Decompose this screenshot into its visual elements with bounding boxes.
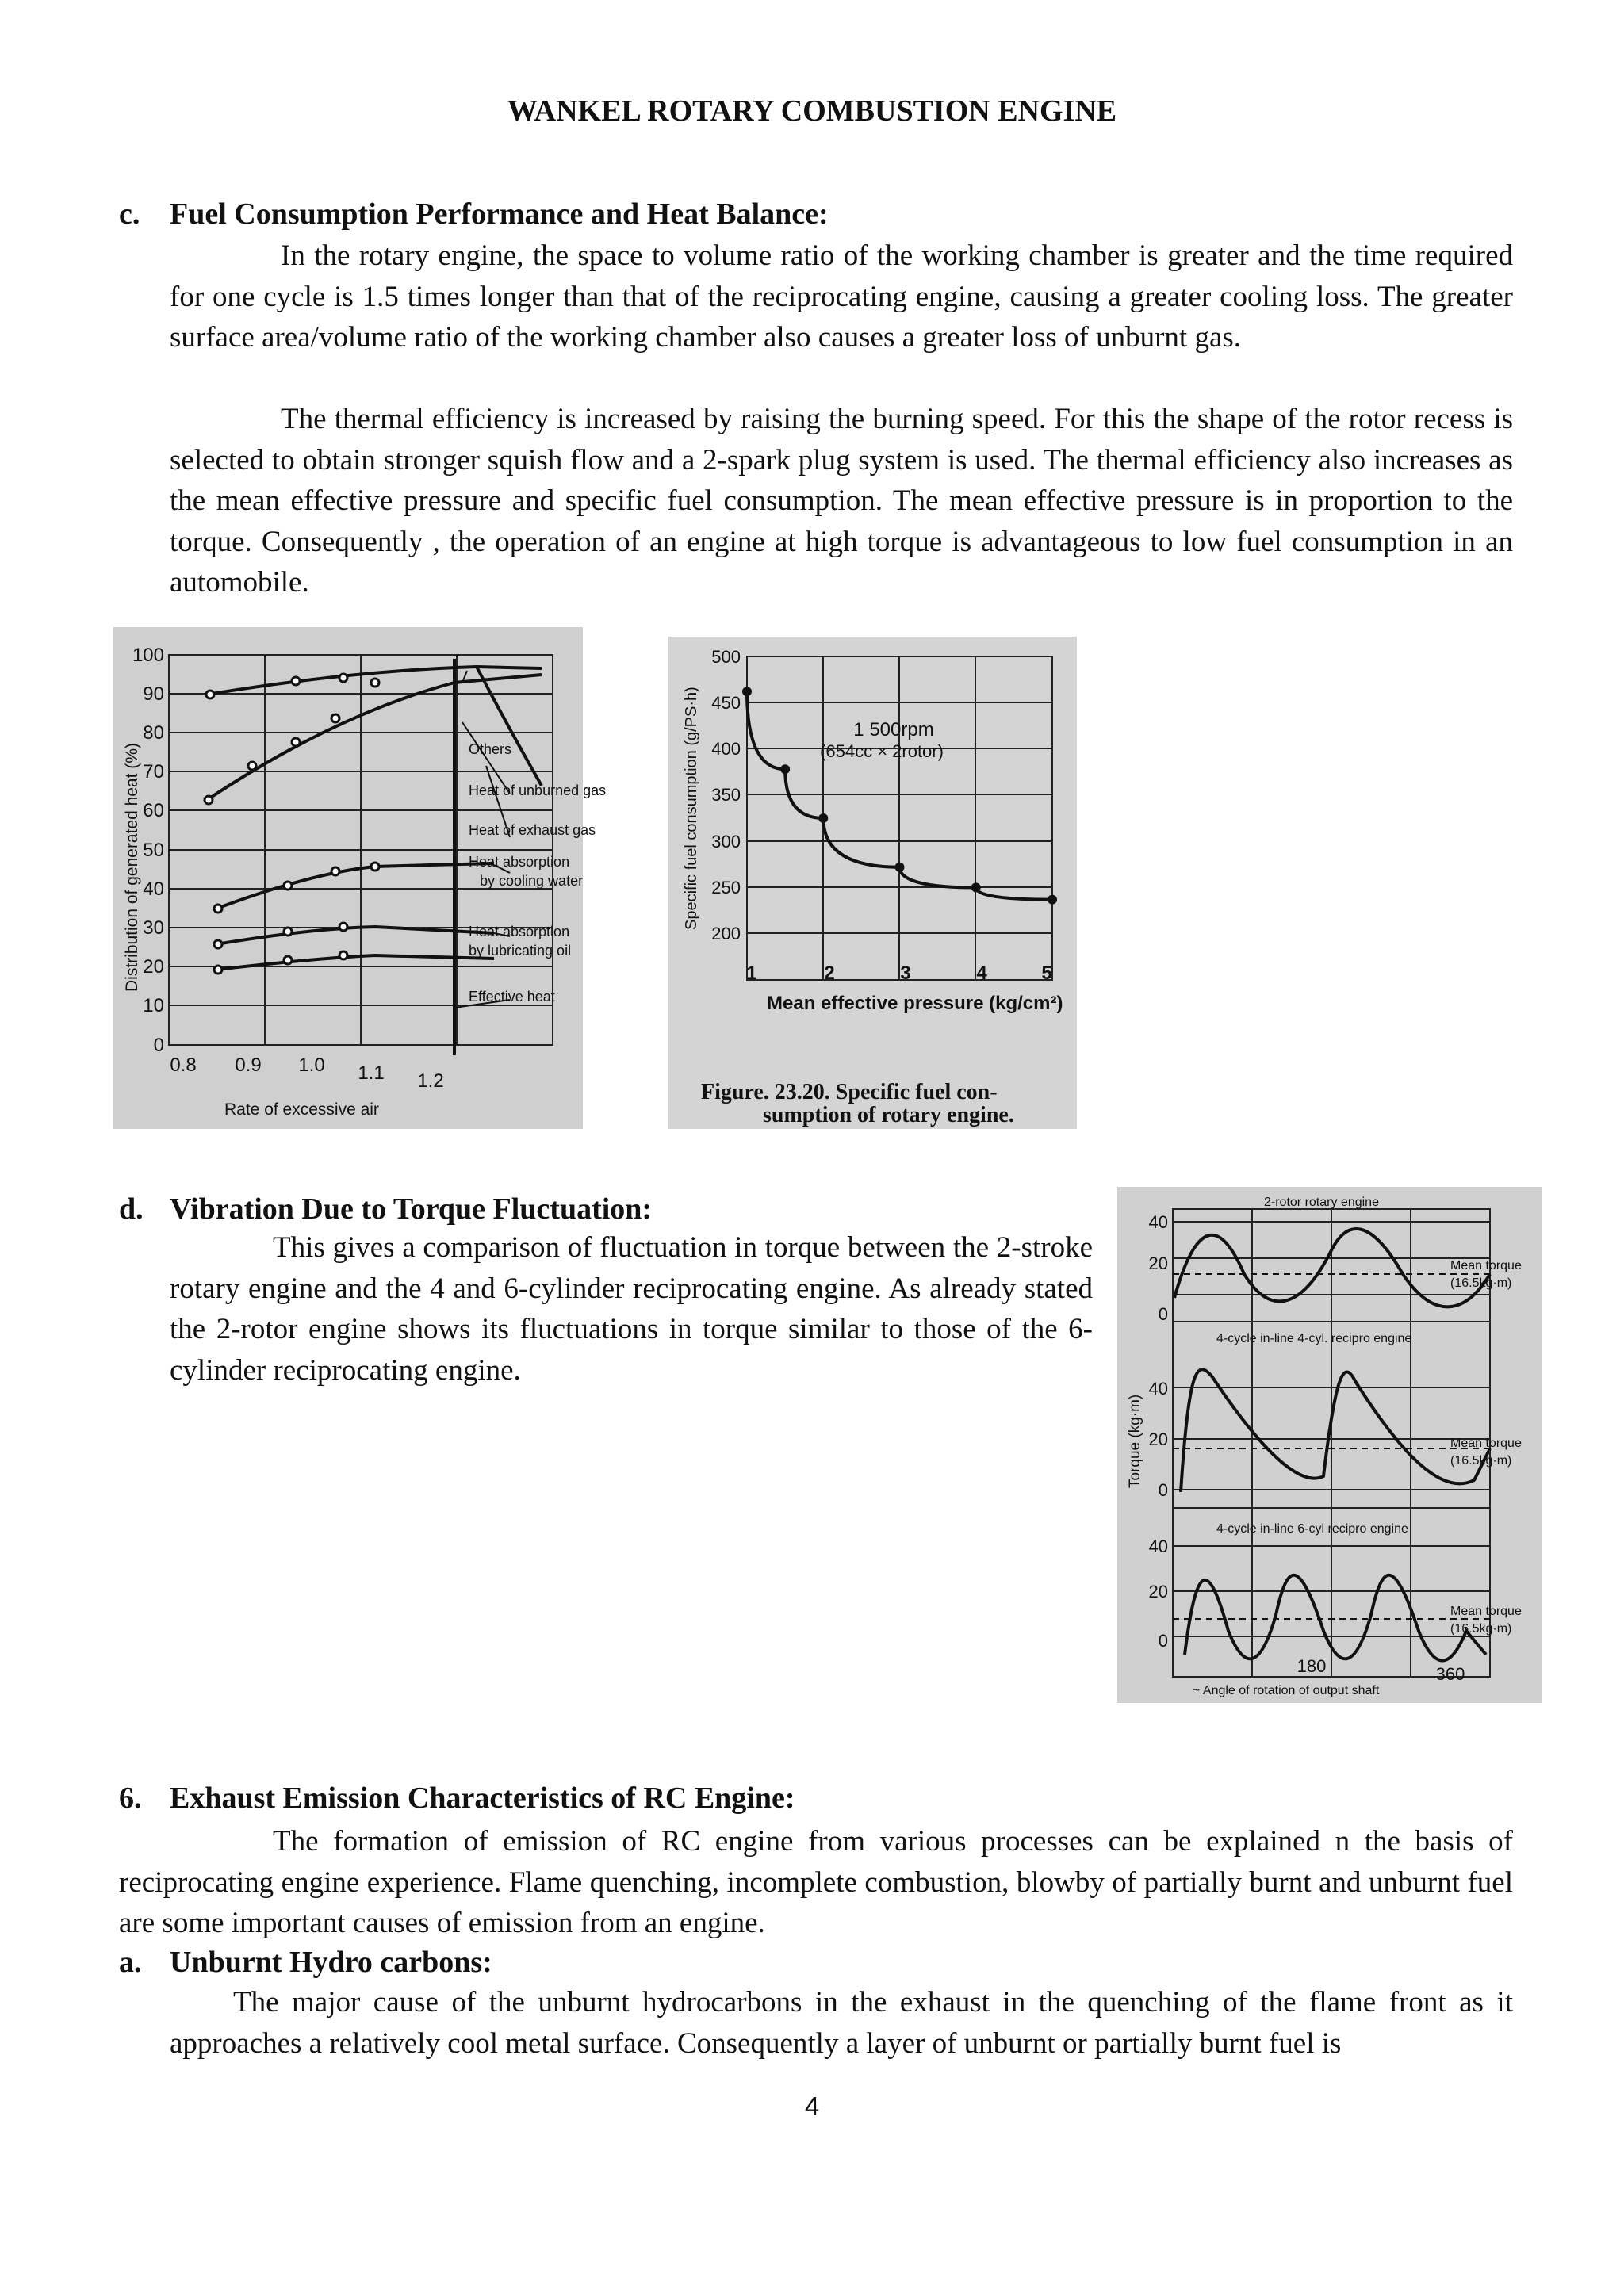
heat-ytick: 20 [143, 956, 164, 978]
sfc-caption-line-2: sumption of rotary engine. [763, 1103, 1014, 1127]
heat-ytick: 100 [132, 645, 164, 666]
heat-xtick: 1.1 [358, 1062, 385, 1084]
torque-mean-2-label: Mean torque [1450, 1437, 1522, 1450]
torque-ytick: 0 [1158, 1631, 1168, 1651]
torque-xtick-360: 360 [1435, 1664, 1465, 1684]
sfc-data-point [818, 813, 828, 823]
section-6-paragraph-1: The formation of emission of RC engine from various processes can be explained n the basis of reciprocating engine experience. Flame quenching, incomplete combustion, blowby of partially burnt and unburnt fuel are some important causes of emission from an engine. [119, 1825, 1513, 1939]
section-d-heading [119, 1192, 652, 1226]
sfc-data-point [742, 687, 752, 696]
section-d-paragraph-1: This gives a comparison of fluctuation in torque between the 2-stroke rotary engine and the 4 and 6-cylinder reciprocating engine. As already stated the 2-rotor engine shows its fluctuations in torque similar to those of the 6-cylinder reciprocating engine. [170, 1231, 1093, 1387]
heat-label-cooling-2: by cooling water [480, 873, 584, 889]
sfc-caption-line-1: Figure. 23.20. Specific fuel con- [701, 1080, 998, 1104]
torque-ytick: 20 [1148, 1429, 1168, 1449]
heat-label-lub-2: by lubricating oil [469, 943, 572, 959]
heat-ytick: 70 [143, 761, 164, 783]
sfc-ytick: 300 [711, 832, 741, 851]
torque-mean-1-label: Mean torque [1450, 1259, 1522, 1272]
heat-label-others: Others [469, 741, 512, 757]
section-c-title: Fuel Consumption Performance and Heat Balance: [170, 197, 829, 231]
sfc-ylabel: Specific fuel consumption (g/PS·h) [683, 687, 700, 930]
heat-xlabel: Rate of excessive air [224, 1100, 379, 1119]
sfc-data-point [971, 882, 981, 892]
heat-xtick: 0.8 [170, 1054, 197, 1076]
heat-label-lub-1: Heat absorption [469, 924, 570, 939]
torque-ylabel: Torque (kg·m) [1127, 1394, 1143, 1488]
sfc-ytick: 400 [711, 739, 741, 759]
torque-mean-2-value: (16.5kg·m) [1450, 1454, 1512, 1468]
heat-ytick: 90 [143, 683, 164, 705]
torque-xlabel: ~ Angle of rotation of output shaft [1193, 1684, 1380, 1697]
torque-ytick: 40 [1148, 1536, 1168, 1556]
heat-xtick: 1.2 [417, 1070, 444, 1092]
section-a-number: a. [119, 1946, 142, 1979]
torque-mean-3-label: Mean torque [1450, 1605, 1522, 1618]
sfc-xlabel: Mean effective pressure (kg/cm²) [767, 993, 1063, 1014]
sfc-xtick: 5 [1041, 962, 1052, 984]
sfc-ytick: 500 [711, 647, 741, 667]
heat-ytick: 0 [153, 1035, 164, 1056]
heat-label-exhaust: Heat of exhaust gas [469, 822, 596, 838]
torque-mean-1-value: (16.5kg·m) [1450, 1276, 1512, 1290]
page-number: 4 [804, 2091, 820, 2121]
torque-ytick: 40 [1148, 1212, 1168, 1232]
sfc-xtick: 3 [900, 962, 911, 984]
heat-xtick: 0.9 [235, 1054, 262, 1076]
section-a-heading [119, 1945, 492, 1980]
torque-figure [1117, 1187, 1542, 1703]
torque-ytick: 20 [1148, 1582, 1168, 1601]
sfc-data-point [895, 863, 905, 872]
torque-mean-3-value: (16.5kg·m) [1450, 1622, 1512, 1636]
heat-ytick: 60 [143, 800, 164, 821]
torque-ytick: 0 [1158, 1304, 1168, 1324]
sfc-ytick: 200 [711, 924, 741, 943]
heat-label-cooling-1: Heat absorption [469, 854, 570, 870]
sfc-data-point [780, 764, 790, 774]
sfc-note-rpm: 1 500rpm [853, 719, 934, 740]
page-header: WANKEL ROTARY COMBUSTION ENGINE [507, 94, 1117, 128]
heat-ytick: 80 [143, 722, 164, 744]
sfc-xtick: 2 [824, 962, 835, 984]
sfc-xtick: 4 [976, 962, 987, 984]
heat-ytick: 40 [143, 878, 164, 900]
section-6-title: Exhaust Emission Characteristics of RC Engine: [170, 1781, 795, 1815]
section-c-heading [119, 197, 829, 232]
torque-ytick: 20 [1148, 1253, 1168, 1273]
section-c-paragraph-1: In the rotary engine, the space to volume ratio of the working chamber is greater and the time required for one cycle is 1.5 times longer than that of the reciprocating engine, causing a greater cooling loss. The greater surface area/volume ratio of the working chamber also causes a greater loss of unburnt gas. [170, 239, 1513, 354]
section-a-paragraph-1: The major cause of the unburnt hydrocarbons in the exhaust in the quenching of the flame front as it approaches a relatively cool metal surface. Consequently a layer of unburnt or partially burnt fuel is [170, 1986, 1513, 2060]
sfc-xtick: 1 [746, 962, 757, 984]
section-c-paragraph-2: The thermal efficiency is increased by raising the burning speed. For this the shape of the rotor recess is selected to obtain stronger squish flow and a 2-spark plug system is used. The thermal efficiency also increases as the mean effective pressure and specific fuel consumption. The mean effective pressure is in proportion to the torque. Consequently , the operation of an engine at high torque is advantageous to low fuel consumption in an automobile. [170, 403, 1513, 599]
sfc-data-point [1048, 895, 1057, 905]
heat-ytick: 50 [143, 840, 164, 861]
heat-label-unburned: Heat of unburned gas [469, 783, 607, 798]
section-c-number: c. [119, 197, 140, 231]
heat-ytick: 10 [143, 995, 164, 1016]
section-d-title: Vibration Due to Torque Fluctuation: [170, 1192, 653, 1226]
torque-panel-1-title: 2-rotor rotary engine [1264, 1196, 1379, 1209]
torque-xtick-180: 180 [1297, 1656, 1327, 1676]
sfc-ytick: 450 [711, 693, 741, 713]
torque-ytick: 0 [1158, 1480, 1168, 1500]
sfc-ytick: 250 [711, 878, 741, 897]
sfc-note-displacement: (654cc × 2rotor) [820, 741, 944, 761]
section-d-number: d. [119, 1192, 144, 1226]
torque-ytick: 40 [1148, 1379, 1168, 1399]
heat-xtick: 1.0 [298, 1054, 325, 1076]
heat-balance-figure [113, 627, 607, 1129]
heat-label-effective: Effective heat [469, 989, 555, 1004]
torque-panel-2-title: 4-cycle in-line 4-cyl. recipro engine [1216, 1332, 1412, 1345]
section-a-title: Unburnt Hydro carbons: [170, 1946, 492, 1979]
torque-panel-3-title: 4-cycle in-line 6-cyl recipro engine [1216, 1522, 1408, 1536]
section-6-number: 6. [119, 1781, 142, 1815]
section-6-heading [119, 1781, 795, 1816]
sfc-ytick: 350 [711, 785, 741, 805]
sfc-figure [668, 637, 1077, 1129]
heat-ylabel: Distribution of generated heat (%) [123, 742, 141, 992]
heat-ytick: 30 [143, 917, 164, 939]
